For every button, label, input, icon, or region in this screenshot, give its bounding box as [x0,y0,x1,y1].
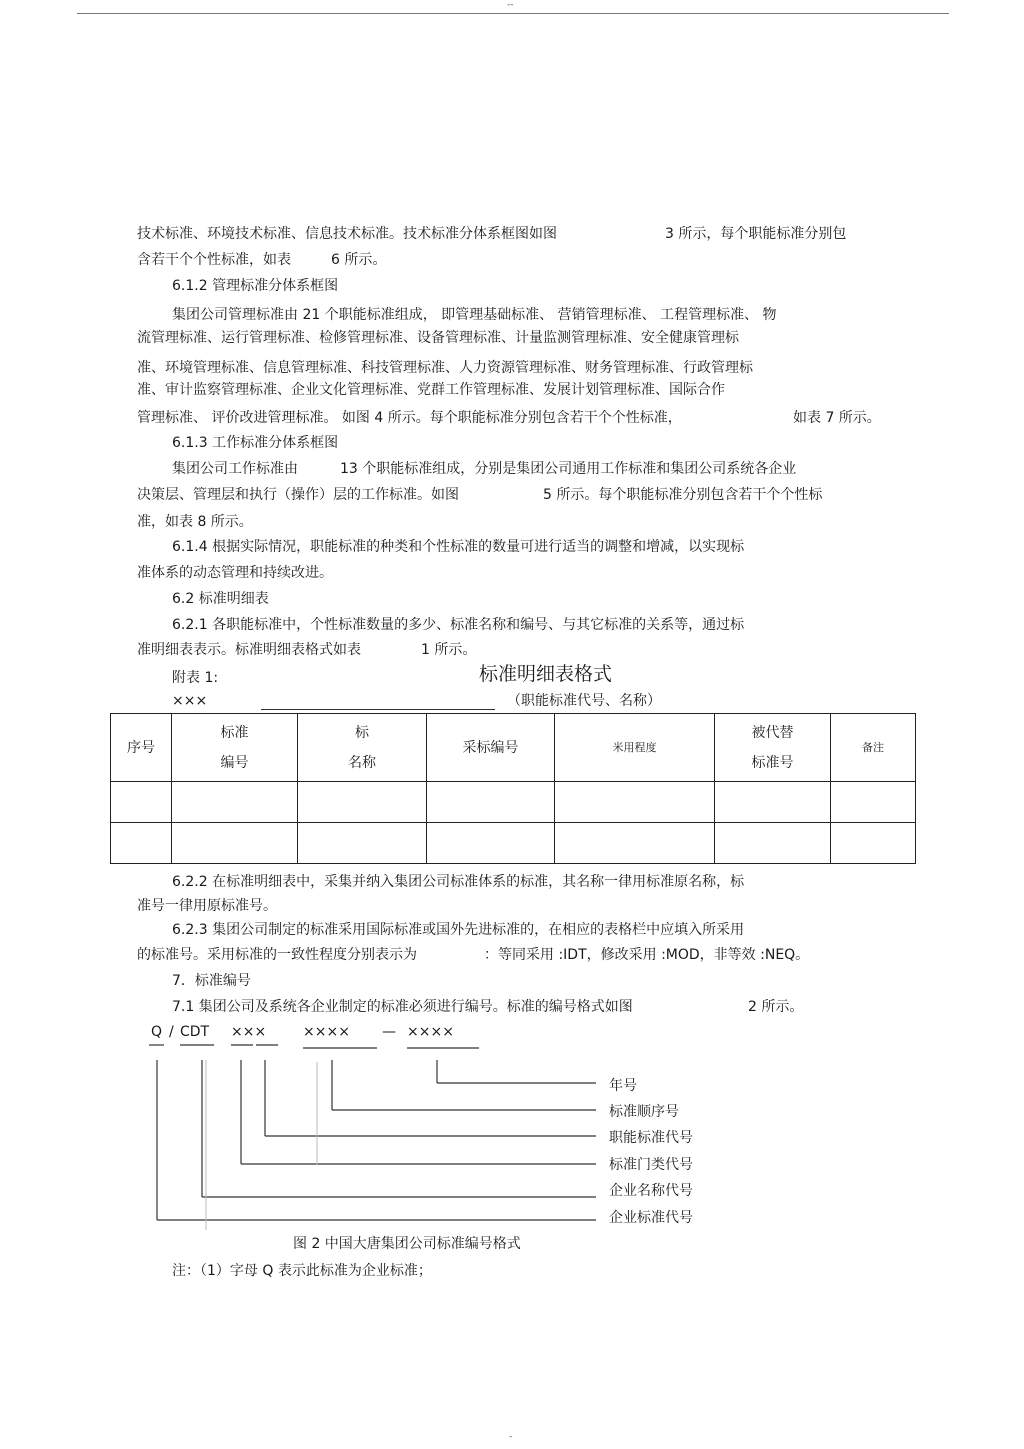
text-line: 流管理标准、运行管理标准、检修管理标准、设备管理标准、计量监测管理标准、安全健康管理标 [137,330,739,346]
text-line: 准号一律用原标准号。 [137,898,277,914]
header-cell: 标准 编号 [172,714,298,782]
text-line: 2 所示。 [748,999,804,1015]
code-label-enterprise-standard: 企业标准代号 [609,1210,693,1226]
text-line: 集团公司工作标准由 [172,461,298,477]
text-line: 管理标准、 评价改进管理标准。 如图 4 所示。每个职能标准分别包含若干个个性标准， [137,410,682,426]
header-cell: 备注 [831,714,916,782]
code-slash: / [169,1024,174,1040]
text-line: 准、环境管理标准、信息管理标准、科技管理标准、人力资源管理标准、财务管理标准、行政管理标 [137,360,753,376]
text-line: 如表 7 所示。 [793,410,881,426]
text-line: 集团公司管理标准由 21 个职能标准组成， 即管理基础标准、 营销管理标准、 工程管理标准、 物 [172,307,777,323]
text-line: 的标准号。采用标准的一致性程度分别表示为 [137,947,417,963]
text-line: 决策层、管理层和执行（操作）层的工作标准。如图 [137,487,459,503]
text-line: 准体系的动态管理和持续改进。 [137,565,333,581]
text-line: 准，如表 8 所示。 [137,514,253,530]
code-label-sequence: 标准顺序号 [609,1104,679,1120]
code-q: Q [151,1024,163,1040]
section-heading: 6.1.2 管理标准分体系框图 [172,278,339,294]
header-cell: 被代替 标准号 [715,714,831,782]
note-line: 注：（1）字母 Q 表示此标准为企业标准； [172,1263,432,1279]
text-line: 3 所示，每个职能标准分别包 [665,226,847,242]
text-line: 技术标准、环境技术标准、信息技术标准。技术标准分体系框图如图 [137,226,557,242]
appendix-label: 附表 1: [172,670,219,686]
code-label-year: 年号 [609,1078,637,1094]
section-heading: 6.2 标准明细表 [172,591,269,607]
code-label-enterprise-name: 企业名称代号 [609,1183,693,1199]
function-code-label: （职能标准代号、名称） [507,693,661,709]
code-part1: ××× [231,1024,267,1040]
text-line: 准、审计监察管理标准、企业文化管理标准、党群工作管理标准、发展计划管理标准、国际合作 [137,382,725,398]
text-line: 13 个职能标准组成，分别是集团公司通用工作标准和集团公司系统各企业 [340,461,797,477]
code-part3: ×××× [407,1024,454,1040]
table-title: 标准明细表格式 [479,663,613,685]
figure-caption: 图 2 中国大唐集团公司标准编号格式 [293,1236,521,1252]
xxx-placeholder: ××× [172,693,208,709]
page-bottom-marker: - [509,1432,513,1442]
text-line: 5 所示。每个职能标准分别包含若干个个性标 [543,487,823,503]
text-line: 6.2.3 集团公司制定的标准采用国际标准或国外先进标准的，在相应的表格栏中应填入所采用 [172,922,745,938]
text-line: 6.2.2 在标准明细表中，采集并纳入集团公司标准体系的标准，其名称一律用标准原名称，标 [172,874,745,890]
text-line: 6.2.1 各职能标准中，个性标准数量的多少、标准名称和编号、与其它标准的关系等，通过标 [172,617,745,633]
code-label-function: 职能标准代号 [609,1130,693,1146]
text-line: 6 所示。 [331,252,387,268]
text-line: 准明细表表示。标准明细表格式如表 [137,642,361,658]
header-cell: 米用程度 [555,714,715,782]
section-heading: 7．标准编号 [172,973,251,989]
text-line: ：等同采用 :IDT，修改采用 :MOD，非等效 :NEQ。 [484,947,810,963]
code-part2: ×××× [303,1024,350,1040]
text-line: 6.1.4 根据实际情况，职能标准的种类和个性标准的数量可进行适当的调整和增减，以实现标 [172,539,745,555]
header-cell: 序号 [111,714,172,782]
text-line: 7.1 集团公司及系统各企业制定的标准必须进行编号。标准的编号格式如图 [172,999,633,1015]
code-dash: — [382,1024,396,1040]
code-cdt: CDT [180,1024,210,1040]
header-cell: 标 名称 [298,714,427,782]
header-cell: 采标编号 [427,714,555,782]
text-line: 含若干个个性标准，如表 [137,252,291,268]
code-label-category: 标准门类代号 [609,1157,693,1173]
section-heading: 6.1.3 工作标准分体系框图 [172,435,339,451]
text-line: 1 所示。 [421,642,477,658]
page-top-marker: -- [507,0,514,10]
